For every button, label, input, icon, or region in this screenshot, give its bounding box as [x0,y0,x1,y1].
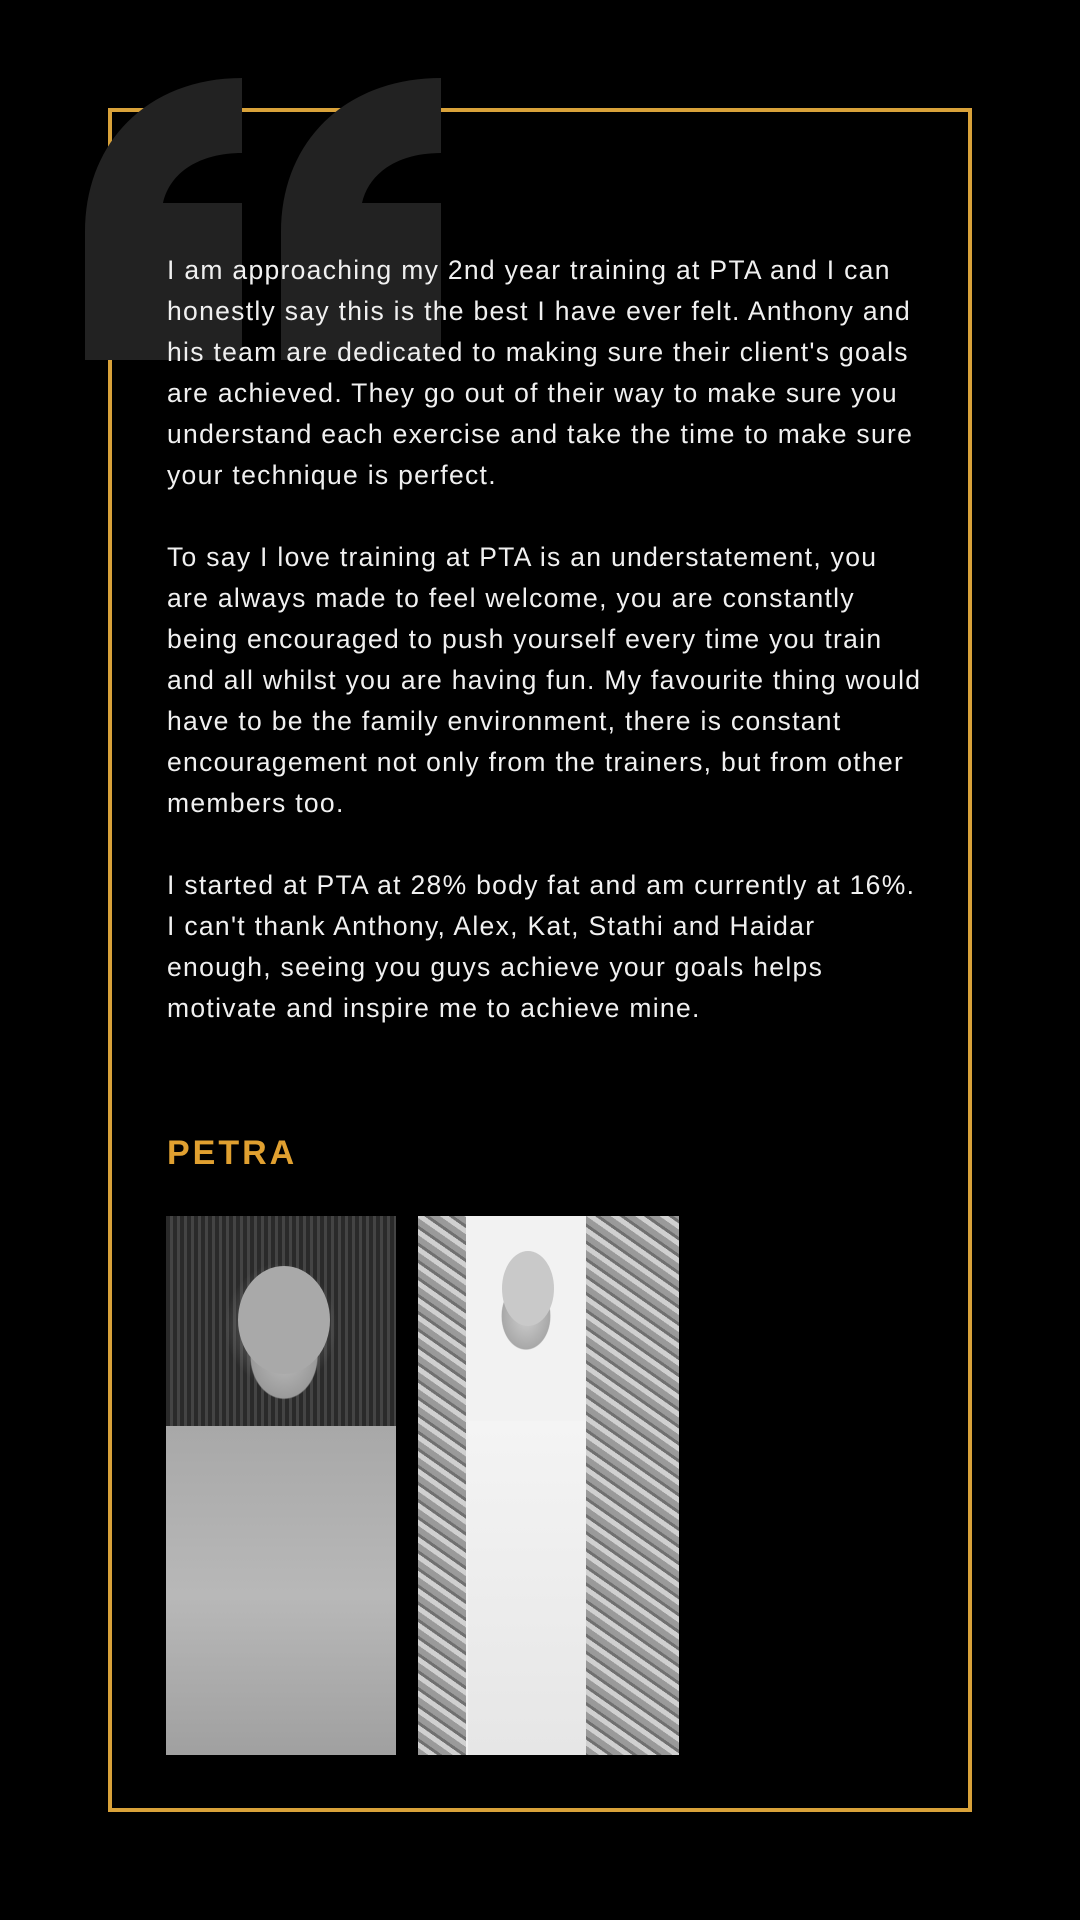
testimonial-paragraph: I started at PTA at 28% body fat and am currently at 16%. I can't thank Anthony, Alex, Kat, Stathi and Haidar enough, seeing you guys achieve your goals helps motivate and inspire me to achieve mine. [167,870,916,1023]
before-photo [166,1216,396,1755]
testimonial-body [167,250,927,1029]
after-photo [418,1216,679,1755]
testimonial-paragraph: I am approaching my 2nd year training at PTA and I can honestly say this is the best I have ever felt. Anthony and his team are dedicated to making sure their client's goals are achieved. They go out of their way to make sure you understand each exercise and take the time to make sure your technique is perfect. [167,255,914,490]
testimonial-paragraph: To say I love training at PTA is an understatement, you are always made to feel welcome, you are constantly being encouraged to push yourself every time you train and all whilst you are having fun. My favourite thing would have to be the family environment, there is constant encouragement not only from the trainers, but from other members too. [167,542,922,818]
testimonial-author: PETRA [167,1134,298,1172]
